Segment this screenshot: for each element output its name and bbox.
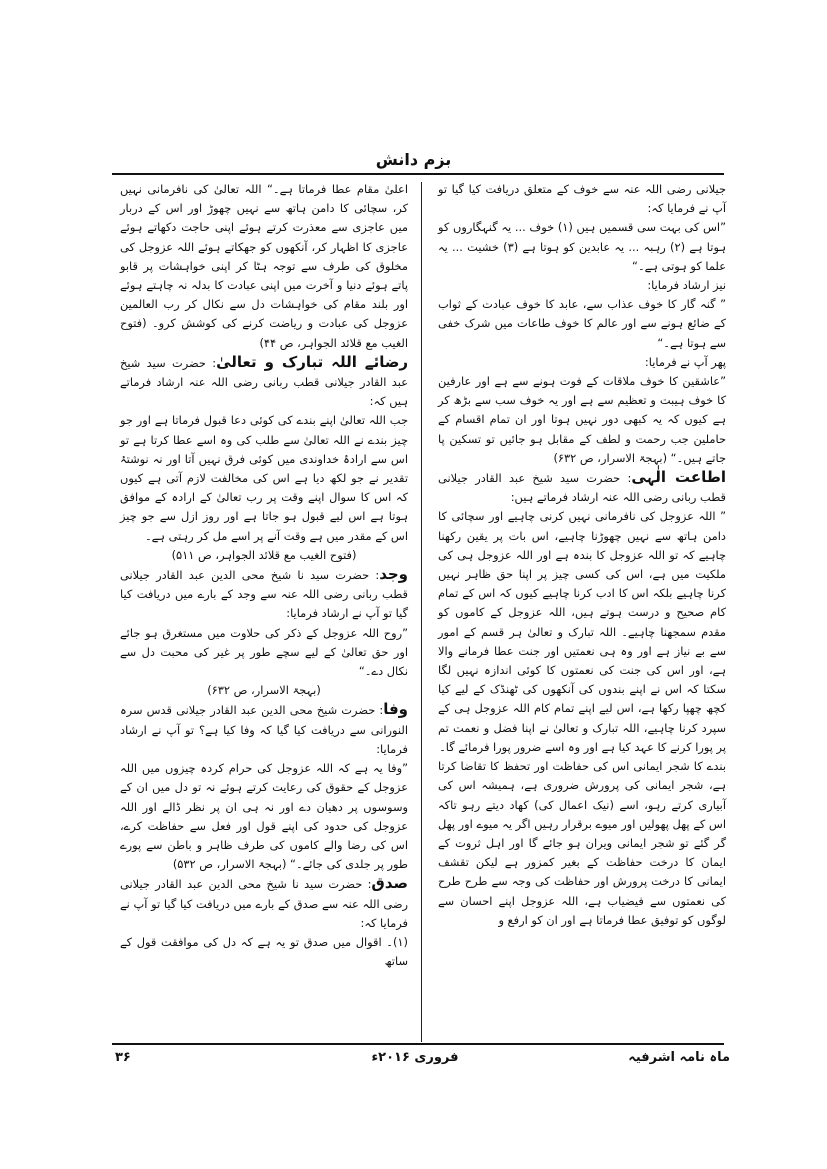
section-intro [120, 700, 408, 759]
quote-paragraph: ” گنہ گار کا خوف عذاب سے، عابد کا خوف عبادت کے ثواب کے ضائع ہونے سے اور عالم کا خوف طاعات میں شرک خفی سے ہوتا ہے۔“ [438, 297, 726, 350]
section-heading-obedience: اطاعت الٰہی [631, 468, 726, 487]
paragraph: بندے کا شجر ایمانی اس کی حفاظت اور تحفظ کا تقاضا کرتا ہے، شجر ایمانی کی پرورش ضروری ہے، ہمیشہ اس کی آبیاری کرتے رہو، اسے (نیک اعمال کی) کھاد دیتے رہو تاکہ اس کے پھل پھولیں اور میوے برقرار رہیں اگر یہ میوے اور پھل گر گئے تو شجر ایمانی ویران ہو جائے گا اور اہل ثروت کے ایمان کا درخت حفاظت کے بغیر کمزور ہے لیکن تقشف ایمانی کا درخت پرورش اور حفاظت کی وجہ سے طرح طرح کی نعمتوں سے فیضیاب ہے، اللہ عزوجل اپنے احسان سے لوگوں کو توفیق عطا فرماتا ہے اور ان کو ارفع و [438, 759, 726, 927]
paragraph: جیلانی رضی اللہ عنہ سے خوف کے متعلق دریافت کیا گیا تو آپ نے فرمایا کہ: [438, 182, 726, 216]
paragraph: نیز ارشاد فرمایا: [647, 278, 726, 293]
section-heading-wafa: وفا [383, 700, 408, 719]
quote-paragraph: ”وفا یہ ہے کہ اللہ عزوجل کی حرام کردہ چیزوں میں اللہ عزوجل کے حقوق کی رعایت کرتے ہوئے نہ تو دل میں ان کے وسوسوں پر دھیان دے اور نہ ہی ان پر نظر ڈالے اور اللہ عزوجل کی حدود کی اپنے قول اور فعل سے حفاظت کرے، اس کی رضا والے کاموں کی طرف ظاہر و باطن سے پورے طور پر جلدی کی جائے۔“ (بہجۃ الاسرار، ص ۵۳۲) [120, 761, 408, 872]
section-intro-text: : حضرت سید شیخ عبد القادر جیلانی قطب ربانی رضی اللہ عنہ ارشاد فرماتے ہیں کہ: [120, 355, 408, 409]
section-heading-divine-pleasure: رضائے اللہ تبارک و تعالیٰ [216, 352, 408, 371]
reference: (فتوح الغیب مع قلائد الجواہر، ص ۵۱۱) [171, 547, 357, 562]
quote-paragraph: ”روح اللہ عزوجل کے ذکر کی حلاوت میں مستغرق ہو جائے اور حق تعالیٰ کے لیے سچے طور پر غیر کی محبت دل سے نکال دے۔“ [120, 625, 408, 679]
section-intro [120, 874, 408, 933]
section-intro-text: : حضرت شیخ محی الدین عبد القادر جیلانی قدس سرہ النورانی سے دریافت کیا گیا کہ وفا کیا ہے؟ تو آپ نے ارشاد فرمایا: [120, 703, 408, 756]
section-heading-wajd: وجد [379, 565, 408, 584]
left-column [120, 180, 408, 971]
section-intro-text: : حضرت سید شیخ عبد القادر جیلانی قطب ربانی رضی اللہ عنہ ارشاد فرماتے ہیں: [438, 471, 726, 505]
quote-paragraph: ”عاشقین کا خوف ملاقات کے فوت ہونے سے ہے اور عارفین کا خوف ہیبت و تعظیم سے ہے اور یہ خوف سب سے بڑھ کر ہے کیوں کہ یہ کبھی دور نہیں ہوتا اور ان تمام اقسام کے حاملین جب رحمت و لطف کے مقابل ہو جائیں تو تسکین پا جاتے ہیں۔“ (بہجۃ الاسرار، ص ۶۳۲) [438, 374, 726, 465]
paragraph: اعلیٰ مقام عطا فرماتا ہے۔“ اللہ تعالیٰ کی نافرمانی نہیں کر، سچائی کا دامن ہاتھ سے نہیں چھوڑ اور اس کے دربار میں عاجزی سے معذرت کرتے ہوئے اپنی حاجت دکھاتے ہوئے عاجزی کا اظہار کر، آنکھوں کو جھکاتے ہوئے اللہ عزوجل کی مخلوق کی طرف سے توجہ ہٹا کر اپنی خواہشات پر قابو پاتے ہوئے دنیا و آخرت میں اپنی عبادت کا بدلہ نہ چاہتے ہوئے اور بلند مقام کی خواہشات دل سے نکال کر رب العالمین عزوجل کی عبادت و ریاضت کرنے کی کوشش کرو۔ (فتوح الغیب مع قلائد الجواہر، ص ۴۴) [120, 182, 408, 350]
paragraph: جب اللہ تعالیٰ اپنے بندے کی کوئی دعا قبول فرماتا ہے اور جو چیز بندے نے اللہ تعالیٰ سے طلب کی وہ اسے عطا کرتا ہے تو اس سے ارادۂ خداوندی میں کوئی فرق نہیں آتا اور نہ نوشتۂ تقدیر نے جو لکھ دیا ہے اس کی مخالفت لازم آتی ہے کیوں کہ اس کا سوال اپنے وقت پر رب تعالیٰ کے ارادہ کے موافق ہوتا ہے اس لیے قبول ہو جاتا ہے اور روز ازل سے جو چیز اس کے مقدر میں ہے وقت آنے پر اسے مل کر رہتی ہے۔ [120, 413, 408, 543]
column-divider [421, 182, 422, 1042]
footer-magazine-name: ماہ نامہ اشرفیہ [628, 1050, 730, 1065]
header-rule [112, 173, 724, 175]
section-heading-sidq: صدق [371, 874, 408, 893]
reference: (بہجۃ الاسرار، ص ۶۳۲) [207, 683, 321, 698]
right-column [438, 180, 726, 930]
quote-paragraph: ”اس کی بہت سی قسمیں ہیں (۱) خوف ... یہ گنہگاروں کو ہوتا ہے (۲) رہبہ ... یہ عابدین کو ہوتا ہے (۳) خشیت ... یہ علما کو ہوتی ہے۔“ [438, 220, 726, 273]
section-intro [438, 468, 726, 507]
quote-paragraph: ” اللہ عزوجل کی نافرمانی نہیں کرنی چاہیے اور سچائی کا دامن ہاتھ سے نہیں چھوڑنا چاہیے، اس بات پر یقین رکھنا چاہیے کہ تو اللہ عزوجل کا بندہ ہے اور اللہ عزوجل ہی کی ملکیت میں ہے، اس کی کسی چیز پر اپنا حق ظاہر نہیں کرنا چاہیے بلکہ اس کا ادب کرنا چاہیے کیوں کہ اس کے تمام کام صحیح و درست ہوتے ہیں، اللہ عزوجل کے کاموں کو مقدم سمجھنا چاہیے۔ اللہ تبارک و تعالیٰ ہر قسم کے امور سے بے نیاز ہے اور وہ ہی نعمتیں اور جنت عطا فرمانے والا ہے، اور اس کی جنت کی نعمتوں کا کوئی اندازہ نہیں لگا سکتا کہ اس نے اپنے بندوں کی آنکھوں کی ٹھنڈک کے لیے کیا کچھ چھپا رکھا ہے، اس لیے اپنے تمام کام اللہ عزوجل ہی کے سپرد کرنا چاہیے، اللہ تبارک و تعالیٰ نے اپنا فضل و نعمت تم پر پورا کرنے کا عہد کیا ہے اور وہ اسے ضرور پورا فرمائے گا۔ [438, 509, 726, 754]
section-intro-text: : حضرت سید نا شیخ محی الدین عبد القادر جیلانی رضی اللہ عنہ سے صدق کے بارے میں دریافت کیا گیا تو آپ نے فرمایا کہ: [120, 877, 408, 930]
page-header-title: بزم دانش [375, 150, 452, 169]
paragraph: پھر آپ نے فرمایا: [644, 354, 726, 369]
footer-page-number: ۳۶ [115, 1050, 131, 1065]
section-intro [120, 565, 408, 624]
section-intro [120, 353, 408, 412]
section-intro-text: : حضرت سید نا شیخ محی الدین عبد القادر جیلانی قطب ربانی رضی اللہ عنہ سے وجد کے بارے میں دریافت کیا گیا تو آپ نے ارشاد فرمایا: [120, 568, 408, 621]
footer-rule [112, 1043, 724, 1045]
footer-issue-date: فروری ۲۰۱۶ء [371, 1050, 459, 1065]
paragraph: (۱)۔ اقوال میں صدق تو یہ ہے کہ دل کی موافقت قول کے ساتھ [120, 934, 408, 969]
